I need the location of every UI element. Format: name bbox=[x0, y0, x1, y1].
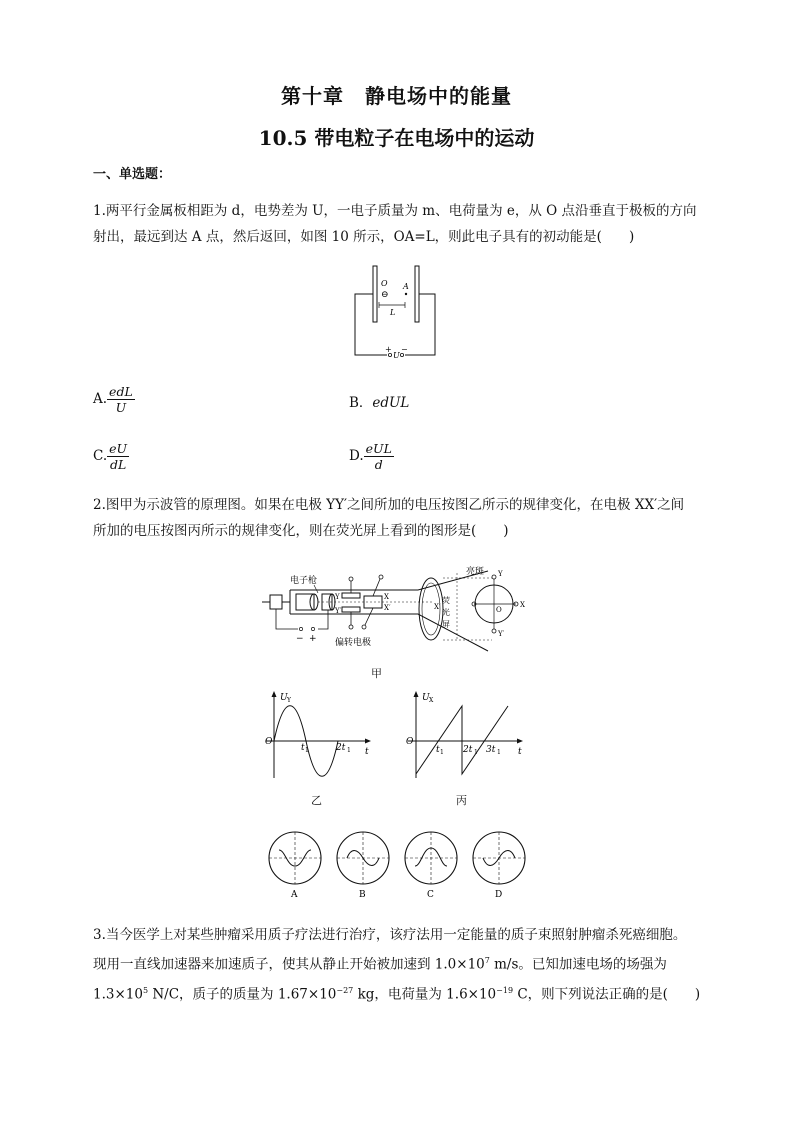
answer-c-figure[interactable] bbox=[405, 832, 457, 884]
svg-text:Y: Y bbox=[287, 697, 291, 704]
caption-bing: 丙 bbox=[456, 794, 467, 807]
caption-jia: 甲 bbox=[371, 667, 382, 680]
option-b[interactable] bbox=[349, 391, 409, 411]
svg-text:U: U bbox=[280, 693, 288, 703]
answer-d-figure[interactable] bbox=[473, 832, 525, 884]
svg-text:屏: 屏 bbox=[442, 620, 450, 629]
answer-a-label: A bbox=[291, 890, 298, 900]
figure-oscilloscope-tube bbox=[258, 565, 538, 675]
right-plate bbox=[415, 266, 419, 322]
svg-text:2t: 2t bbox=[463, 745, 473, 755]
svg-text:O: O bbox=[496, 606, 502, 614]
svg-text:t: t bbox=[365, 747, 369, 757]
svg-text:X: X bbox=[520, 601, 525, 609]
svg-text:−: − bbox=[296, 634, 304, 644]
option-d-fraction: $\frac{\text{eUL}}{d}$ bbox=[365, 441, 392, 472]
distance-l-label: L bbox=[390, 308, 396, 317]
chapter-title: 第十章 静电场中的能量 bbox=[281, 84, 512, 108]
option-a-label: A. bbox=[93, 391, 108, 407]
option-a[interactable] bbox=[93, 384, 135, 415]
svg-text:1: 1 bbox=[497, 749, 501, 756]
svg-text:2t: 2t bbox=[336, 743, 346, 753]
option-b-label: B． bbox=[349, 395, 373, 411]
figure-bing-graph bbox=[398, 688, 528, 780]
svg-text:荧: 荧 bbox=[442, 596, 450, 605]
svg-text:1: 1 bbox=[440, 749, 444, 756]
svg-text:X: X bbox=[429, 697, 434, 704]
question-3-line1: 3.当今医学上对某些肿瘤采用质子疗法进行治疗，该疗法用一定能量的质子束照射肿瘤杀死癌细胞。 bbox=[93, 927, 687, 943]
option-d[interactable] bbox=[349, 441, 394, 472]
question-3-line2: 现用一直线加速器来加速质子，使其从静止开始被加速到 $1.0\times 10^7$ m/s。已知加速电场的场强为 bbox=[93, 956, 667, 973]
answer-b-label: B bbox=[359, 890, 366, 900]
figure-parallel-plates bbox=[345, 262, 445, 362]
question-2-line2: 所加的电压按图丙所示的规律变化，则在荧光屏上看到的图形是( ) bbox=[93, 523, 509, 539]
left-plate bbox=[373, 266, 377, 322]
svg-text:X′: X′ bbox=[434, 603, 441, 611]
question-1-line1: 1.两平行金属板相距为 d，电势差为 U，一电子质量为 m、电荷量为 e，从 O 点沿垂直于极板的方向 bbox=[93, 203, 697, 219]
question-1 bbox=[93, 198, 703, 250]
svg-text:3t: 3t bbox=[486, 745, 496, 755]
option-c[interactable] bbox=[93, 441, 129, 472]
electron-icon: ⊖ bbox=[381, 290, 389, 300]
answer-d-label: D bbox=[495, 890, 503, 900]
answer-figures bbox=[265, 828, 535, 900]
question-3-line3: $1.3\times 10^5$ N/C，质子的质量为 $1.67\times 10^{-27}$ kg，电荷量为 $1.6\times 10^{-19}$ C，则下列说法正确的是( ) bbox=[93, 985, 701, 1002]
svg-text:1: 1 bbox=[474, 749, 478, 756]
svg-text:+: + bbox=[309, 634, 317, 644]
svg-text:光: 光 bbox=[442, 608, 450, 617]
svg-text:t: t bbox=[301, 743, 305, 753]
option-b-value: edUL bbox=[372, 395, 410, 411]
option-a-fraction: $\frac{\text{edL}}{U}$ bbox=[109, 384, 133, 415]
svg-text:X′: X′ bbox=[384, 604, 391, 612]
bright-spot-label: 亮斑 bbox=[466, 567, 485, 577]
svg-text:t: t bbox=[518, 747, 522, 757]
question-2 bbox=[93, 492, 703, 544]
option-d-label: D. bbox=[349, 448, 364, 464]
svg-text:1: 1 bbox=[347, 747, 351, 754]
minus-sign: − bbox=[401, 345, 408, 354]
section-heading: 一、单选题： bbox=[93, 167, 172, 182]
plus-sign: + bbox=[385, 345, 392, 354]
svg-text:Y: Y bbox=[335, 593, 340, 601]
option-c-label: C. bbox=[93, 448, 108, 464]
question-1-line2: 射出，最远到达 A 点，然后返回，如图 10 所示，OA=L，则此电子具有的初动能是( ) bbox=[93, 229, 635, 245]
point-o-label: O bbox=[381, 279, 388, 288]
svg-text:Y′: Y′ bbox=[335, 607, 342, 615]
deflection-electrode-label: 偏转电极 bbox=[335, 638, 372, 648]
svg-text:1: 1 bbox=[305, 747, 309, 754]
question-3 bbox=[93, 922, 703, 1007]
answer-c-label: C bbox=[427, 890, 434, 900]
svg-text:Y′: Y′ bbox=[498, 630, 505, 638]
caption-yi: 乙 bbox=[311, 794, 322, 807]
svg-text:O: O bbox=[265, 737, 273, 747]
point-a-label: A bbox=[403, 282, 409, 291]
figure-yi-graph bbox=[256, 688, 376, 780]
section-title: 10.5 带电粒子在电场中的运动 bbox=[258, 126, 535, 150]
svg-text:t: t bbox=[436, 745, 440, 755]
option-c-fraction: $\frac{eU}{dL}$ bbox=[109, 441, 128, 472]
svg-text:X: X bbox=[384, 593, 389, 601]
answer-a-figure[interactable] bbox=[269, 832, 321, 884]
point-a bbox=[405, 293, 407, 295]
answer-b-figure[interactable] bbox=[337, 832, 389, 884]
question-2-line1: 2.图甲为示波管的原理图。如果在电极 YY′之间所加的电压按图乙所示的规律变化，在电极 XX′之间 bbox=[93, 497, 685, 513]
svg-text:U: U bbox=[422, 693, 430, 703]
electron-gun-label: 电子枪 bbox=[290, 576, 318, 586]
svg-text:O: O bbox=[406, 737, 414, 747]
svg-text:Y: Y bbox=[498, 570, 503, 578]
voltage-label: U bbox=[393, 351, 400, 360]
